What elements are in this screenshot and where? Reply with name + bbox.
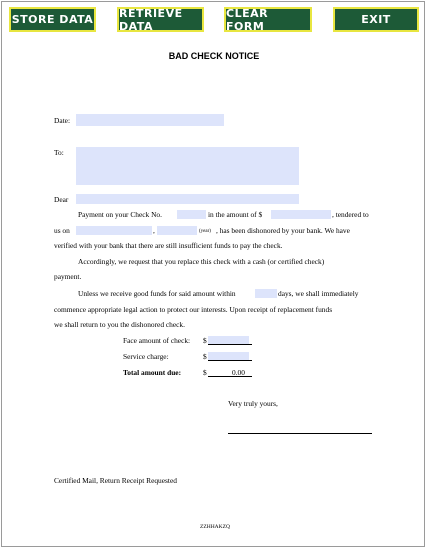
signature-line — [228, 433, 372, 434]
total-amount-underline — [208, 376, 252, 377]
tender-date-field[interactable] — [76, 226, 152, 235]
service-charge-field[interactable] — [208, 352, 249, 360]
p1-text-c: , tendered to — [332, 210, 369, 219]
face-amount-label: Face amount of check: — [123, 336, 191, 345]
total-amount-value: 0.00 — [232, 368, 245, 377]
closing-text: Very truly yours, — [228, 399, 278, 408]
date-label: Date: — [54, 116, 71, 125]
p2-text-b: payment. — [54, 272, 82, 281]
tender-year-field[interactable] — [157, 226, 197, 235]
store-data-button[interactable]: STORE DATA — [9, 7, 96, 32]
page-title: BAD CHECK NOTICE — [168, 51, 260, 61]
face-amount-underline — [208, 344, 252, 345]
clear-form-button[interactable]: CLEAR FORM — [224, 7, 312, 32]
document-code: ZZHHAKZQ — [200, 524, 230, 530]
service-charge-underline — [208, 360, 252, 361]
p3-text-d: we shall return to you the dishonored check. — [54, 320, 185, 329]
year-hint: (year) — [199, 229, 211, 234]
face-dollar-sign: $ — [203, 336, 207, 345]
check-amount-field[interactable] — [271, 210, 331, 219]
face-amount-field[interactable] — [208, 336, 249, 344]
recipient-address-field[interactable] — [76, 147, 299, 185]
p3-text-c: commence appropriate legal action to protect our interests. Upon receipt of replacement funds — [54, 305, 333, 314]
exit-button[interactable]: EXIT — [333, 7, 419, 32]
p1-text-e: , — [153, 226, 155, 235]
p1-text-d: us on — [54, 226, 70, 235]
days-field[interactable] — [255, 289, 277, 298]
service-dollar-sign: $ — [203, 352, 207, 361]
p1-text-b: in the amount of $ — [208, 210, 263, 219]
p1-text-f: , has been dishonored by your bank. We have — [216, 226, 350, 235]
total-dollar-sign: $ — [203, 368, 207, 377]
p3-text-a: Unless we receive good funds for said amount within — [78, 289, 236, 298]
total-amount-label: Total amount due: — [123, 368, 182, 377]
p1-text-g: verified with your bank that there are still insufficient funds to pay the check. — [54, 241, 283, 250]
service-charge-label: Service charge: — [123, 352, 169, 361]
p2-text-a: Accordingly, we request that you replace this check with a cash (or certified check) — [78, 257, 325, 266]
to-label: To: — [54, 148, 64, 157]
date-field[interactable] — [76, 114, 224, 126]
footer-note: Certified Mail, Return Receipt Requested — [54, 476, 177, 485]
salutation-name-field[interactable] — [76, 194, 299, 204]
dear-label: Dear — [54, 195, 69, 204]
p1-text-a: Payment on your Check No. — [78, 210, 162, 219]
check-number-field[interactable] — [177, 210, 206, 219]
p3-text-b: days, we shall immediately — [278, 289, 359, 298]
retrieve-data-button[interactable]: RETRIEVE DATA — [117, 7, 204, 32]
